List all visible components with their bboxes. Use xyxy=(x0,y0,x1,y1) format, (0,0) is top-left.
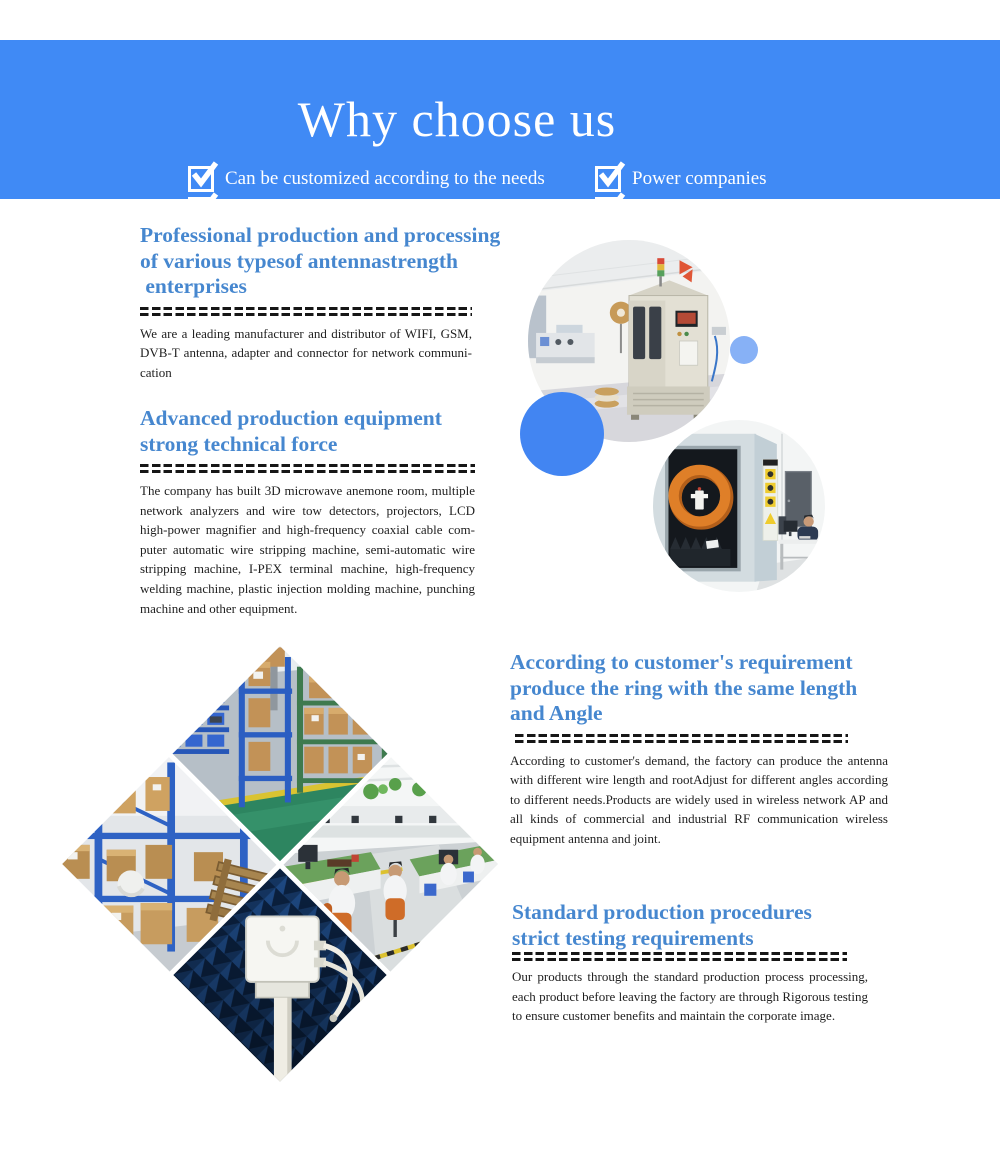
section-advanced-equipment xyxy=(140,406,480,618)
section-heading: Advanced production equipment strong technical force xyxy=(140,406,442,456)
section-customer-requirement xyxy=(510,650,900,848)
checklist-item xyxy=(595,164,767,194)
checklist-item-label: Quantity is with preferential treatment xyxy=(225,199,517,220)
section-body: Our products through the standard production process processing, each product before leaving the factory are through Rigorous testing to ensure customer benefits and maintain the corporate image. xyxy=(512,969,868,1024)
checklist-item-label: Close service xyxy=(632,199,734,220)
checklist-item-label: Can be customized according to the needs xyxy=(225,168,545,189)
dashed-separator xyxy=(515,734,848,743)
check-icon xyxy=(188,197,214,223)
section-heading: Professional production and processing of various typesof antennastrength enterprises xyxy=(140,223,501,298)
section-body: The company has built 3D microwave anemone room, multiple network analyzers and wire tow detectors, projectors, LCD high-power magnifier and high-frequency coaxial cable com- puter automatic wire stripping machine, semi-automatic wire stripping machine, I-PEX terminal machine, high-frequency welding machine, plastic injection molding machine, punching machine and other equipment. xyxy=(140,483,475,616)
checklist-item xyxy=(188,164,595,194)
benefit-checklist xyxy=(188,164,767,225)
section-heading: Standard production procedures strict testing requirements xyxy=(512,900,812,950)
decorative-dot-small xyxy=(730,336,758,364)
check-icon xyxy=(595,197,621,223)
check-icon xyxy=(188,166,214,192)
page-title: Why choose us xyxy=(297,91,617,147)
test-chamber-photo xyxy=(653,420,825,592)
factory-photo-collage xyxy=(62,646,498,1082)
checklist-item-label: Power companies xyxy=(632,168,767,189)
checklist-item xyxy=(595,195,767,225)
banner xyxy=(0,40,1000,220)
dashed-separator xyxy=(140,464,475,473)
section-standard-procedures xyxy=(512,900,892,1026)
dashed-separator xyxy=(140,307,472,316)
section-heading: According to customer's requirement produce the ring with the same length and Angle xyxy=(510,650,858,725)
check-icon xyxy=(595,166,621,192)
dashed-separator xyxy=(512,952,847,961)
decorative-dot-large xyxy=(520,392,604,476)
section-body: We are a leading manufacturer and distributor of WIFI, GSM, DVB-T antenna, adapter and connector for network communi- cation xyxy=(140,325,472,380)
checklist-item xyxy=(188,195,595,225)
section-body: According to customer's demand, the factory can produce the antenna with different wire length and rootAdjust for different angles according to different needs.Products are widely used in wireless network AP and all kinds of commercial and industrial RF communication wireless equipment antenna and joint. xyxy=(510,752,888,846)
section-professional-production xyxy=(140,223,501,382)
